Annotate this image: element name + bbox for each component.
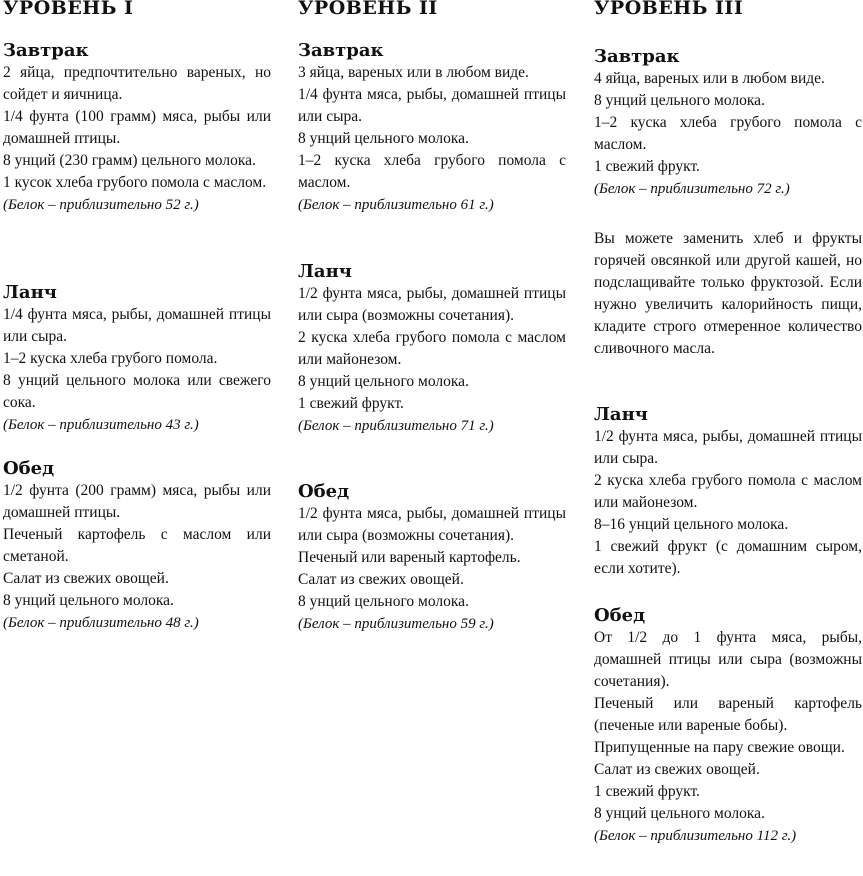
dinner-section <box>298 481 566 635</box>
menu-item: Печеный или вареный картофель. <box>298 549 521 566</box>
meal-title: Ланч <box>3 282 57 303</box>
meal-title: Завтрак <box>594 46 680 67</box>
menu-item: 1–2 куска хлеба грубого помола с маслом. <box>298 152 566 191</box>
dinner-section <box>3 458 271 634</box>
meal-title: Обед <box>3 458 55 479</box>
breakfast-section <box>3 40 271 216</box>
menu-item: 1/2 фунта (200 грамм) мяса, рыбы или домашней птицы. <box>3 482 271 521</box>
breakfast-section <box>594 46 862 200</box>
menu-item: 1/4 фунта мяса, рыбы, домашней птицы или сыра. <box>3 306 271 345</box>
menu-item: Печеный или вареный картофель (печеные или вареные бобы). <box>594 695 862 734</box>
protein-note: (Белок – приблизительно 71 г.) <box>298 418 494 434</box>
menu-item: 8–16 унций цельного молока. <box>594 516 789 533</box>
protein-note: (Белок – приблизительно 48 г.) <box>3 615 199 631</box>
level-title: УРОВЕНЬ II <box>298 0 438 19</box>
menu-item: 8 унций цельного молока. <box>594 805 765 822</box>
menu-item: Салат из свежих овощей. <box>3 570 169 587</box>
level-title: УРОВЕНЬ III <box>594 0 744 19</box>
menu-item: Салат из свежих овощей. <box>594 761 760 778</box>
meal-title: Ланч <box>594 404 648 425</box>
level-3-column <box>594 0 862 876</box>
menu-item: 1/2 фунта мяса, рыбы, домашней птицы или сыра (возможны сочетания). <box>298 505 566 544</box>
meal-title: Обед <box>298 481 350 502</box>
meal-title: Ланч <box>298 261 352 282</box>
menu-item: 1/4 фунта мяса, рыбы, домашней птицы или сыра. <box>298 86 566 125</box>
menu-item: 8 унций цельного молока. <box>298 593 469 610</box>
meal-title: Завтрак <box>3 40 89 61</box>
menu-item: 1/4 фунта (100 грамм) мяса, рыбы или домашней птицы. <box>3 108 271 147</box>
menu-item: 2 куска хлеба грубого помола с маслом или майонезом. <box>594 472 862 511</box>
menu-item: Печеный картофель с маслом или сметаной. <box>3 526 271 565</box>
menu-item: 8 унций цельного молока. <box>3 592 174 609</box>
lunch-section <box>3 282 271 436</box>
level-title: УРОВЕНЬ I <box>3 0 134 19</box>
menu-item: 1/2 фунта мяса, рыбы, домашней птицы или сыра (возможны сочетания). <box>298 285 566 324</box>
protein-note: (Белок – приблизительно 61 г.) <box>298 197 494 213</box>
menu-item: 1–2 куска хлеба грубого помола с маслом. <box>594 114 862 153</box>
menu-item: 8 унций цельного молока. <box>594 92 765 109</box>
meal-title: Обед <box>594 605 646 626</box>
menu-item: 1 свежий фрукт (с домашним сыром, если хотите). <box>594 538 862 577</box>
lunch-section <box>594 404 862 580</box>
menu-item: 3 яйца, вареных или в любом виде. <box>298 64 529 81</box>
protein-note: (Белок – приблизительно 112 г.) <box>594 828 797 844</box>
menu-item: 1 свежий фрукт. <box>594 158 700 175</box>
menu-item: 1–2 куска хлеба грубого помола. <box>3 350 218 367</box>
menu-item: 1 кусок хлеба грубого помола с маслом. <box>3 174 267 191</box>
lunch-section <box>298 261 566 437</box>
menu-item: 2 яйца, предпочтительно вареных, но сойдет и яичница. <box>3 64 271 103</box>
substitution-note <box>594 228 862 360</box>
menu-item: 8 унций цельного молока. <box>298 130 469 147</box>
menu-item: 2 куска хлеба грубого помола с маслом или майонезом. <box>298 329 566 368</box>
menu-item: 1 свежий фрукт. <box>298 395 404 412</box>
level-1-column <box>3 0 271 876</box>
meal-title: Завтрак <box>298 40 384 61</box>
protein-note: (Белок – приблизительно 72 г.) <box>594 181 790 197</box>
menu-item: 8 унций (230 грамм) цельного молока. <box>3 152 256 169</box>
menu-item: 1 свежий фрукт. <box>594 783 700 800</box>
note-paragraph: Вы можете заменить хлеб и фрукты горячей овсянкой или другой кашей, но подслащивайте только фруктозой. Если нужно увеличить калорийность пищи, кладите строго отмеренное количество сливочного масла. <box>594 230 862 357</box>
menu-item: 8 унций цельного молока или свежего сока. <box>3 372 271 411</box>
menu-item: Салат из свежих овощей. <box>298 571 464 588</box>
dinner-section <box>594 605 862 847</box>
menu-item: 4 яйца, вареных или в любом виде. <box>594 70 825 87</box>
menu-item: Припущенные на пару свежие овощи. <box>594 739 845 756</box>
breakfast-section <box>298 40 566 216</box>
protein-note: (Белок – приблизительно 43 г.) <box>3 417 199 433</box>
menu-item: От 1/2 до 1 фунта мяса, рыбы, домашней птицы или сыра (возможны сочетания). <box>594 629 862 690</box>
menu-item: 1/2 фунта мяса, рыбы, домашней птицы или сыра. <box>594 428 862 467</box>
protein-note: (Белок – приблизительно 52 г.) <box>3 197 199 213</box>
menu-item: 8 унций цельного молока. <box>298 373 469 390</box>
level-2-column <box>298 0 566 876</box>
protein-note: (Белок – приблизительно 59 г.) <box>298 616 494 632</box>
